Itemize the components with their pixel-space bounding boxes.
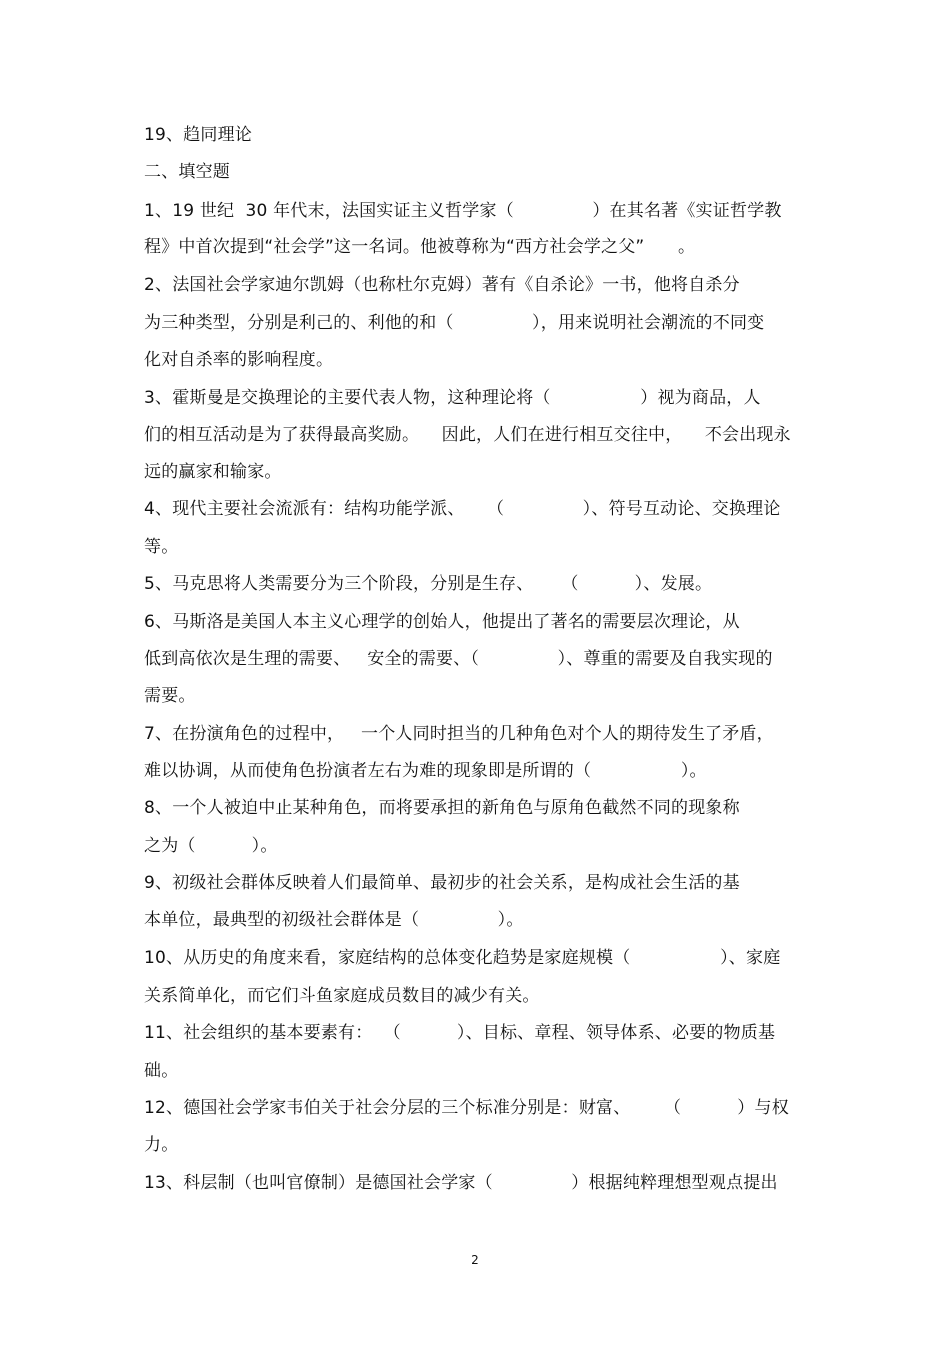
text-line: 4、现代主要社会流派有：结构功能学派、 （ ）、符号互动论、交换理论 [144,499,781,519]
text-line: 6、马斯洛是美国人本主义心理学的创始人，他提出了著名的需要层次理论，从 [144,612,740,632]
text-line: 13、科层制（也叫官僚制）是德国社会学家（ ）根据纯粹理想型观点提出 [144,1173,778,1193]
text-line: 3、霍斯曼是交换理论的主要代表人物，这种理论将（ ）视为商品，人 [144,388,761,408]
text-line: 为三种类型，分别是利己的、利他的和（ ），用来说明社会潮流的不同变 [144,313,765,333]
text-line: 8、一个人被迫中止某种角色，而将要承担的新角色与原角色截然不同的现象称 [144,798,740,818]
page-number: 2 [471,1253,479,1267]
text-line: 之为（ ）。 [144,836,278,856]
text-line: 2、法国社会学家迪尔凯姆（也称杜尔克姆）著有《自杀论》一书，他将自杀分 [144,275,740,295]
text-line: 力。 [144,1135,179,1155]
text-line: 12、德国社会学家韦伯关于社会分层的三个标准分别是：财富、 （ ）与权 [144,1098,789,1118]
text-line: 7、在扮演角色的过程中， 一个人同时担当的几种角色对个人的期待发生了矛盾， [144,724,774,744]
text-line: 关系简单化，而它们斗鱼家庭成员数目的减少有关。 [144,986,540,1006]
text-line: 本单位，最典型的初级社会群体是（ ）。 [144,910,524,930]
text-line: 10、从历史的角度来看，家庭结构的总体变化趋势是家庭规模（ ）、家庭 [144,948,781,968]
section-heading: 二、填空题 [144,162,230,182]
text-line: 们的相互活动是为了获得最高奖励。 因此，人们在进行相互交往中， 不会出现永 [144,425,791,445]
text-line: 9、初级社会群体反映着人们最简单、最初步的社会关系，是构成社会生活的基 [144,873,740,893]
text-line: 5、马克思将人类需要分为三个阶段，分别是生存、 （ ）、发展。 [144,574,713,594]
text-line: 程》中首次提到“社会学”这一名词。他被尊称为“西方社会学之父” 。 [144,237,696,257]
text-line: 19、趋同理论 [144,125,253,145]
text-line: 础。 [144,1061,179,1081]
text-line: 化对自杀率的影响程度。 [144,350,334,370]
text-line: 远的赢家和输家。 [144,462,282,482]
text-line: 低到高依次是生理的需要、 安全的需要、（ ）、尊重的需要及自我实现的 [144,649,773,669]
text-line: 需要。 [144,686,196,706]
text-line: 等。 [144,537,179,557]
text-line: 1、19 世纪 30 年代末，法国实证主义哲学家（ ）在其名著《实证哲学教 [144,201,782,221]
text-line: 11、社会组织的基本要素有： （ ）、目标、章程、领导体系、必要的物质基 [144,1023,776,1043]
text-line: 难以协调，从而使角色扮演者左右为难的现象即是所谓的（ ）。 [144,761,707,781]
